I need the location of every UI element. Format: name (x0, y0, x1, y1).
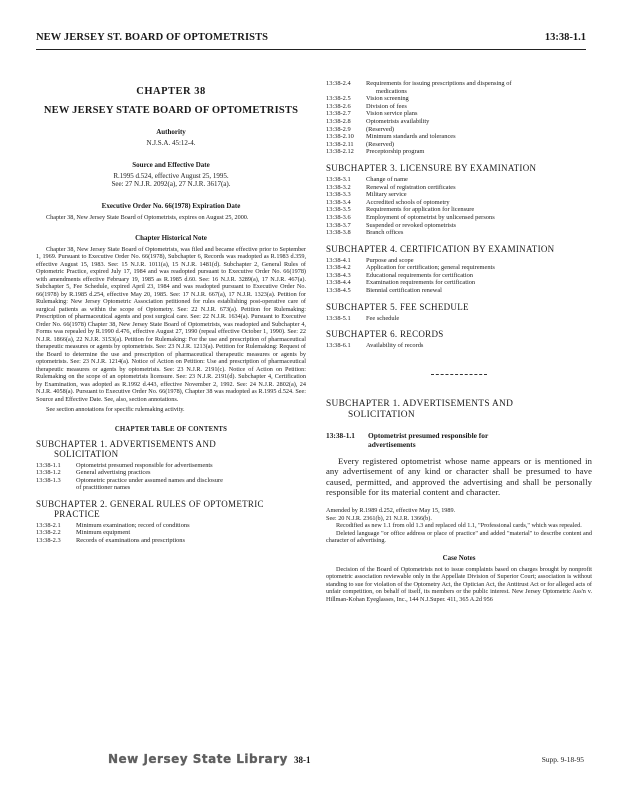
toc-entry[interactable]: 13:38-4.4 Examination requirements for certification (326, 279, 476, 287)
toc-entry[interactable]: 13:38-3.7 Suspended or revoked optometrists (326, 221, 456, 229)
toc-entry[interactable]: 13:38-2.9 (Reserved) (326, 125, 395, 133)
toc-subchapter-heading: SUBCHAPTER 3. LICENSURE BY EXAMINATION (326, 162, 537, 173)
source-line: R.1995 d.524, effective August 25, 1995. (113, 172, 229, 180)
exec-order-heading: Executive Order No. 66(1978) Expiration Date (101, 202, 241, 210)
section-heading: 13:38-1.1 Optometrist presumed responsible for advertisements (326, 430, 489, 449)
supplement-date: Supp. 9-18-95 (541, 755, 584, 764)
toc-subchapter-heading: SUBCHAPTER 5. FEE SCHEDULE (326, 301, 469, 312)
toc-entry[interactable]: 13:38-4.5 Biennial certification renewal (326, 287, 442, 295)
header-rule (36, 49, 586, 50)
recodified-note: Recodified as new 1.1 from old 1.3 and replaced old 1.1, "Professional cards," which was repealed. (336, 522, 582, 530)
toc-entry[interactable]: 13:38-5.1 Fee schedule (326, 314, 400, 322)
right-column (326, 80, 592, 603)
toc-heading: CHAPTER TABLE OF CONTENTS (114, 425, 228, 433)
exec-order-text: Chapter 38, New Jersey State Board of Optometrists, expires on August 25, 2000. (46, 214, 249, 221)
deleted-note: Deleted language "or office address or place of practice" and added "material" to describe content and character of advertising. (326, 529, 592, 545)
authority-heading: Authority (156, 128, 186, 136)
toc-entry[interactable]: 13:38-2.1 Minimum examination; record of conditions (36, 521, 190, 529)
toc-entry[interactable]: 13:38-3.8 Branch offices (326, 229, 404, 237)
toc-subchapter-heading: SUBCHAPTER 4. CERTIFICATION BY EXAMINATION (326, 243, 555, 254)
toc-entry[interactable]: 13:38-2.4 Requirements for issuing prescriptions and dispensing of (326, 80, 512, 87)
toc-entry[interactable]: 13:38-2.7 Vision service plans (326, 110, 418, 118)
toc-entry-continued: of practitioner names (76, 484, 131, 492)
running-header-section: 13:38-1.1 (544, 32, 586, 43)
chapter-title: NEW JERSEY STATE BOARD OF OPTOMETRISTS (43, 105, 299, 116)
toc-entry[interactable]: 13:38-1.1 Optometrist presumed responsible for advertisements (36, 461, 213, 469)
toc-entry[interactable]: 13:38-2.12 Preceptorship program (326, 148, 425, 156)
case-notes-text: Decision of the Board of Optometrists not to issue complaints based on charges brought by nonprofit optometric association reviewable only in the Appellate Division of Superior Court; association is without standing to sue for violation of the Optometry Act, the Optician Act, the Antitrust Act or for alleged acts of unfair competition, on behalf of itself, its members or the public interest. New Jersey Optometric Ass'n v. Hillman-Kohan Eyeglasses, Inc., 144 N.J.Super. 411, 365 A.2d 956 (326, 565, 592, 603)
source-line: See: 27 N.J.R. 2092(a), 27 N.J.R. 3617(a). (111, 180, 231, 188)
toc-entry[interactable]: 13:38-6.1 Availability of records (326, 342, 424, 350)
chapter-number: CHAPTER 38 (136, 86, 206, 97)
toc-subchapter-heading: SUBCHAPTER 1. ADVERTISEMENTS AND SOLICITATION (36, 438, 217, 459)
authority-text: N.J.S.A. 45:12-4. (146, 139, 196, 147)
body-subchapter-heading: SUBCHAPTER 1. ADVERTISEMENTS AND SOLICITATION (326, 398, 514, 420)
section-body-text: Every registered optometrist whose name appears or is mentioned in any advertisement of any kind or character shall be presumed to have caused, permitted, and approved the advertising and shall be personally responsible for its material content and character. (326, 455, 592, 498)
case-notes-heading: Case Notes (442, 553, 476, 562)
toc-entry[interactable]: 13:38-3.1 Change of name (326, 175, 408, 183)
source-heading: Source and Effective Date (132, 161, 210, 169)
running-header-title: NEW JERSEY ST. BOARD OF OPTOMETRISTS (36, 32, 269, 43)
toc-entry[interactable]: 13:38-3.6 Employment of optometrist by unlicensed persons (326, 213, 495, 221)
toc-entry[interactable]: 13:38-2.5 Vision screening (326, 95, 409, 103)
historical-see-also: See section annotations for specific rulemaking activity. (46, 406, 185, 413)
running-header (36, 32, 586, 48)
left-column (36, 86, 306, 545)
library-stamp: New Jersey State Library (108, 752, 288, 766)
toc-entry[interactable]: 13:38-2.2 Minimum equipment (36, 529, 131, 537)
toc-entry[interactable]: 13:38-1.3 Optometric practice under assumed names and disclosure (36, 476, 223, 484)
toc-entry[interactable]: 13:38-4.3 Educational requirements for certification (326, 271, 473, 279)
toc-entry[interactable]: 13:38-3.4 Accredited schools of optometry (326, 198, 450, 206)
toc-entry[interactable]: 13:38-2.8 Optometrists availability (326, 117, 430, 125)
historical-note-text: Chapter 38, New Jersey State Board of Optometrists, was filed and became effective prior to September 1, 1969. Pursuant to Executive Order No. 66(1978), Subchapter 6, Records was readopted as R.1983 d.359, effective August 15, 1983. See: 15 N.J.R. 1011(a), 15 N.J.R. 1481(d). Subchapter 2, General Rules of Optometric Practice, expired July 17, 1984 and was readopted pursuant to Executive Order No. 66(1978) with amendments effective February 19, 1985 as R.1985 d.60. See: 16 N.J.R. 3289(a), 17 N.J.R. 467(a). Subchapter 5, Fee Schedule, expired April 23, 1984 and was readopted pursuant to Executive Order No. 66(1978) by R.1985 d.254, effective May 20, 1985. See: 17 N.J.R. 667(a), 17 N.J.R. 1323(a). Petition for Rulemaking: New Jersey Optometric Association petitioned for rules establishing post-operative care of surgical patients as within the scope of Optometry. See: 22 N.J.R. 673(a). Petition for Rulemaking: Prescription of pharmaceutical agents and post surgical care. See: 22 N.J.R. 1634(a). Pursuant to Executive Order No. 66(1978) Chapter 38, New Jersey State Board of Optometrists, was readopted and Subchapter 4, Forms was repealed by R.1990 d.476, effective August 27, 1990 (repeal effective October 1, 1990). See: 22 N.J.R. 1866(a), 22 N.J.R. 3153(a). Petition for Rulemaking: For the use and prescription of pharmaceutical therapeutic measures or agents by optometrists. See: 23 N.J.R. 1213(a). Petition for Rulemaking: Request of the Board to determine the use and prescription of pharmaceutical therapeutic measures or agents by optometrists. See: 23 N.J.R. 1214(a). Notice of Action on Petition: Use and prescription of pharmaceutical therapeutic measures or agents by optometrists. See: 23 N.J.R. 2191(c). Notice of Action on Petition: Rulemaking on the scope of an optometrists licensure. See: 23 N.J.R. 2191(d). Subchapter 4, Certification by Examination, was adopted as R.1992 d.443, effective November 2, 1992. See: 24 N.J.R. 2802(a), 24 N.J.R. 4058(a). Pursuant to Executive Order No. 66(1978), Chapter 38 was readopted as R.1995 d.524. See: Source and Effective Date. See, also, section annotations. (36, 245, 306, 403)
toc-entry[interactable]: 13:38-4.2 Application for certification; general requirements (326, 264, 495, 272)
toc-entry[interactable]: 13:38-3.3 Military service (326, 191, 407, 199)
toc-entry[interactable]: 13:38-3.5 Requirements for application for licensure (326, 206, 475, 214)
toc-entry[interactable]: 13:38-2.10 Minimum standards and tolerances (326, 133, 456, 141)
toc-entry[interactable]: 13:38-4.1 Purpose and scope (326, 256, 414, 264)
toc-entry[interactable]: 13:38-2.3 Records of examinations and prescriptions (36, 537, 185, 545)
toc-subchapter-heading: SUBCHAPTER 2. GENERAL RULES OF OPTOMETRIC PRACTICE (36, 498, 264, 519)
toc-entry[interactable]: 13:38-1.2 General advertising practices (36, 469, 151, 477)
toc-entry[interactable]: 13:38-3.2 Renewal of registration certificates (326, 183, 456, 191)
toc-entry-continued: medications (376, 87, 407, 95)
page-number: 38-1 (294, 755, 311, 765)
toc-subchapter-heading: SUBCHAPTER 6. RECORDS (326, 329, 444, 340)
historical-note-heading: Chapter Historical Note (135, 233, 207, 242)
toc-entry[interactable]: 13:38-2.6 Division of fees (326, 102, 407, 110)
amendment-line: Amended by R.1989 d.252, effective May 15, 1989. (326, 507, 456, 515)
amendment-line: See: 20 N.J.R. 2361(b), 21 N.J.R. 1366(b). (326, 514, 432, 522)
toc-entry[interactable]: 13:38-2.11 (Reserved) (326, 140, 395, 148)
